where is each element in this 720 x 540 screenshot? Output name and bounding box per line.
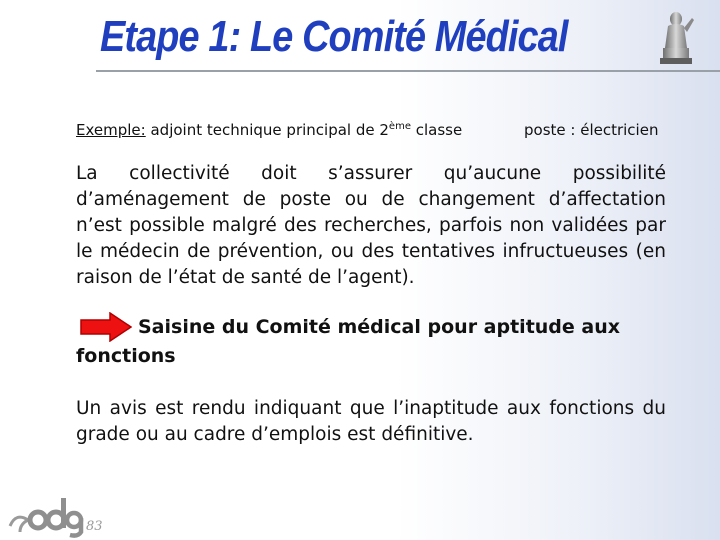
paragraph-avis: Un avis est rendu indiquant que l’inaptitude aux fonctions du grade ou au cadre d’emplois est définitive. bbox=[76, 398, 666, 445]
slide-title: Etape 1: Le Comité Médical bbox=[100, 12, 568, 61]
example-label: Exemple: bbox=[76, 121, 146, 139]
example-text: adjoint technique principal de 2 bbox=[145, 121, 389, 139]
saisine-heading bbox=[76, 313, 676, 371]
example-superscript: ème bbox=[388, 121, 411, 132]
example-text-end: classe bbox=[410, 121, 463, 139]
logo-number: 83 bbox=[86, 519, 103, 534]
saisine-line-2: fonctions bbox=[76, 345, 176, 367]
statue-icon bbox=[656, 10, 696, 66]
cdg-logo bbox=[6, 490, 106, 538]
example-line bbox=[76, 121, 676, 139]
title-underline bbox=[96, 70, 720, 72]
paragraph-collectivite: La collectivité doit s’assurer qu’aucune possibilité d’aménagement de poste ou de changement d’affectation n’est possible malgré des recherches, parfois non validées par le médecin de prévention, ou des tentatives infructueuses (en raison de l’état de santé de l’agent). bbox=[76, 163, 666, 288]
example-poste: poste : électricien bbox=[524, 121, 659, 139]
saisine-line-1: Saisine du Comité médical pour aptitude aux bbox=[138, 316, 621, 338]
